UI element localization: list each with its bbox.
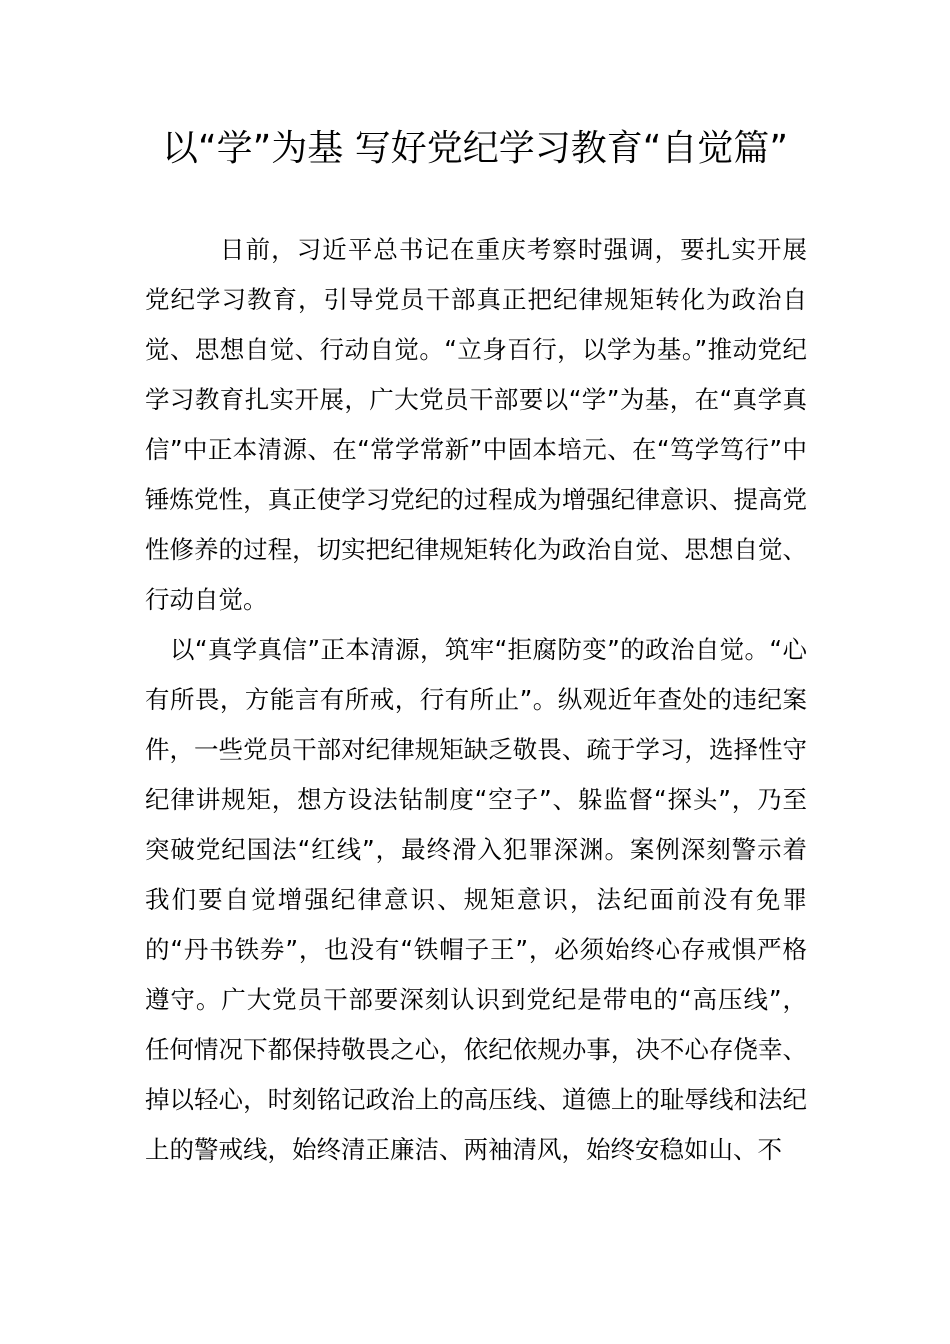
document-title: 以“学”为基 写好党纪学习教育“自觉篇” [161,128,789,169]
paragraph-2: 以“真学真信”正本清源，筑牢“拒腐防变”的政治自觉。“心有所畏，方能言有所戒，行有所止”。纵观近年查处的违纪案件，一些党员干部对纪律规矩缺乏敬畏、疏于学习，选择性守纪律讲规矩，想方设法钻制度“空子”、躲监督“探头”，乃至突破党纪国法“红线”，最终滑入犯罪深渊。案例深刻警示着我们要自觉增强纪律意识、规矩意识，法纪面前没有免罪的“丹书铁券”，也没有“铁帽子王”，必须始终心存戒惧严格遵守。广大党员干部要深刻认识到党纪是带电的“高压线”，任何情况下都保持敬畏之心，依纪依规办事，决不心存侥幸、掉以轻心，时刻铭记政治上的高压线、道德上的耻辱线和法纪上的警戒线，始终清正廉洁、两袖清风，始终安稳如山、不 [145,635,807,1164]
paragraph-1: 日前，习近平总书记在重庆考察时强调，要扎实开展党纪学习教育，引导党员干部真正把纪律规矩转化为政治自觉、思想自觉、行动自觉。“立身百行，以学为基。”推动党纪学习教育扎实开展，广大党员干部要以“学”为基，在“真学真信”中正本清源、在“常学常新”中固本培元、在“笃学笃行”中锤炼党性，真正使学习党纪的过程成为增强纪律意识、提高党性修养的过程，切实把纪律规矩转化为政治自觉、思想自觉、行动自觉。 [145,235,807,614]
document-body [145,225,807,1175]
